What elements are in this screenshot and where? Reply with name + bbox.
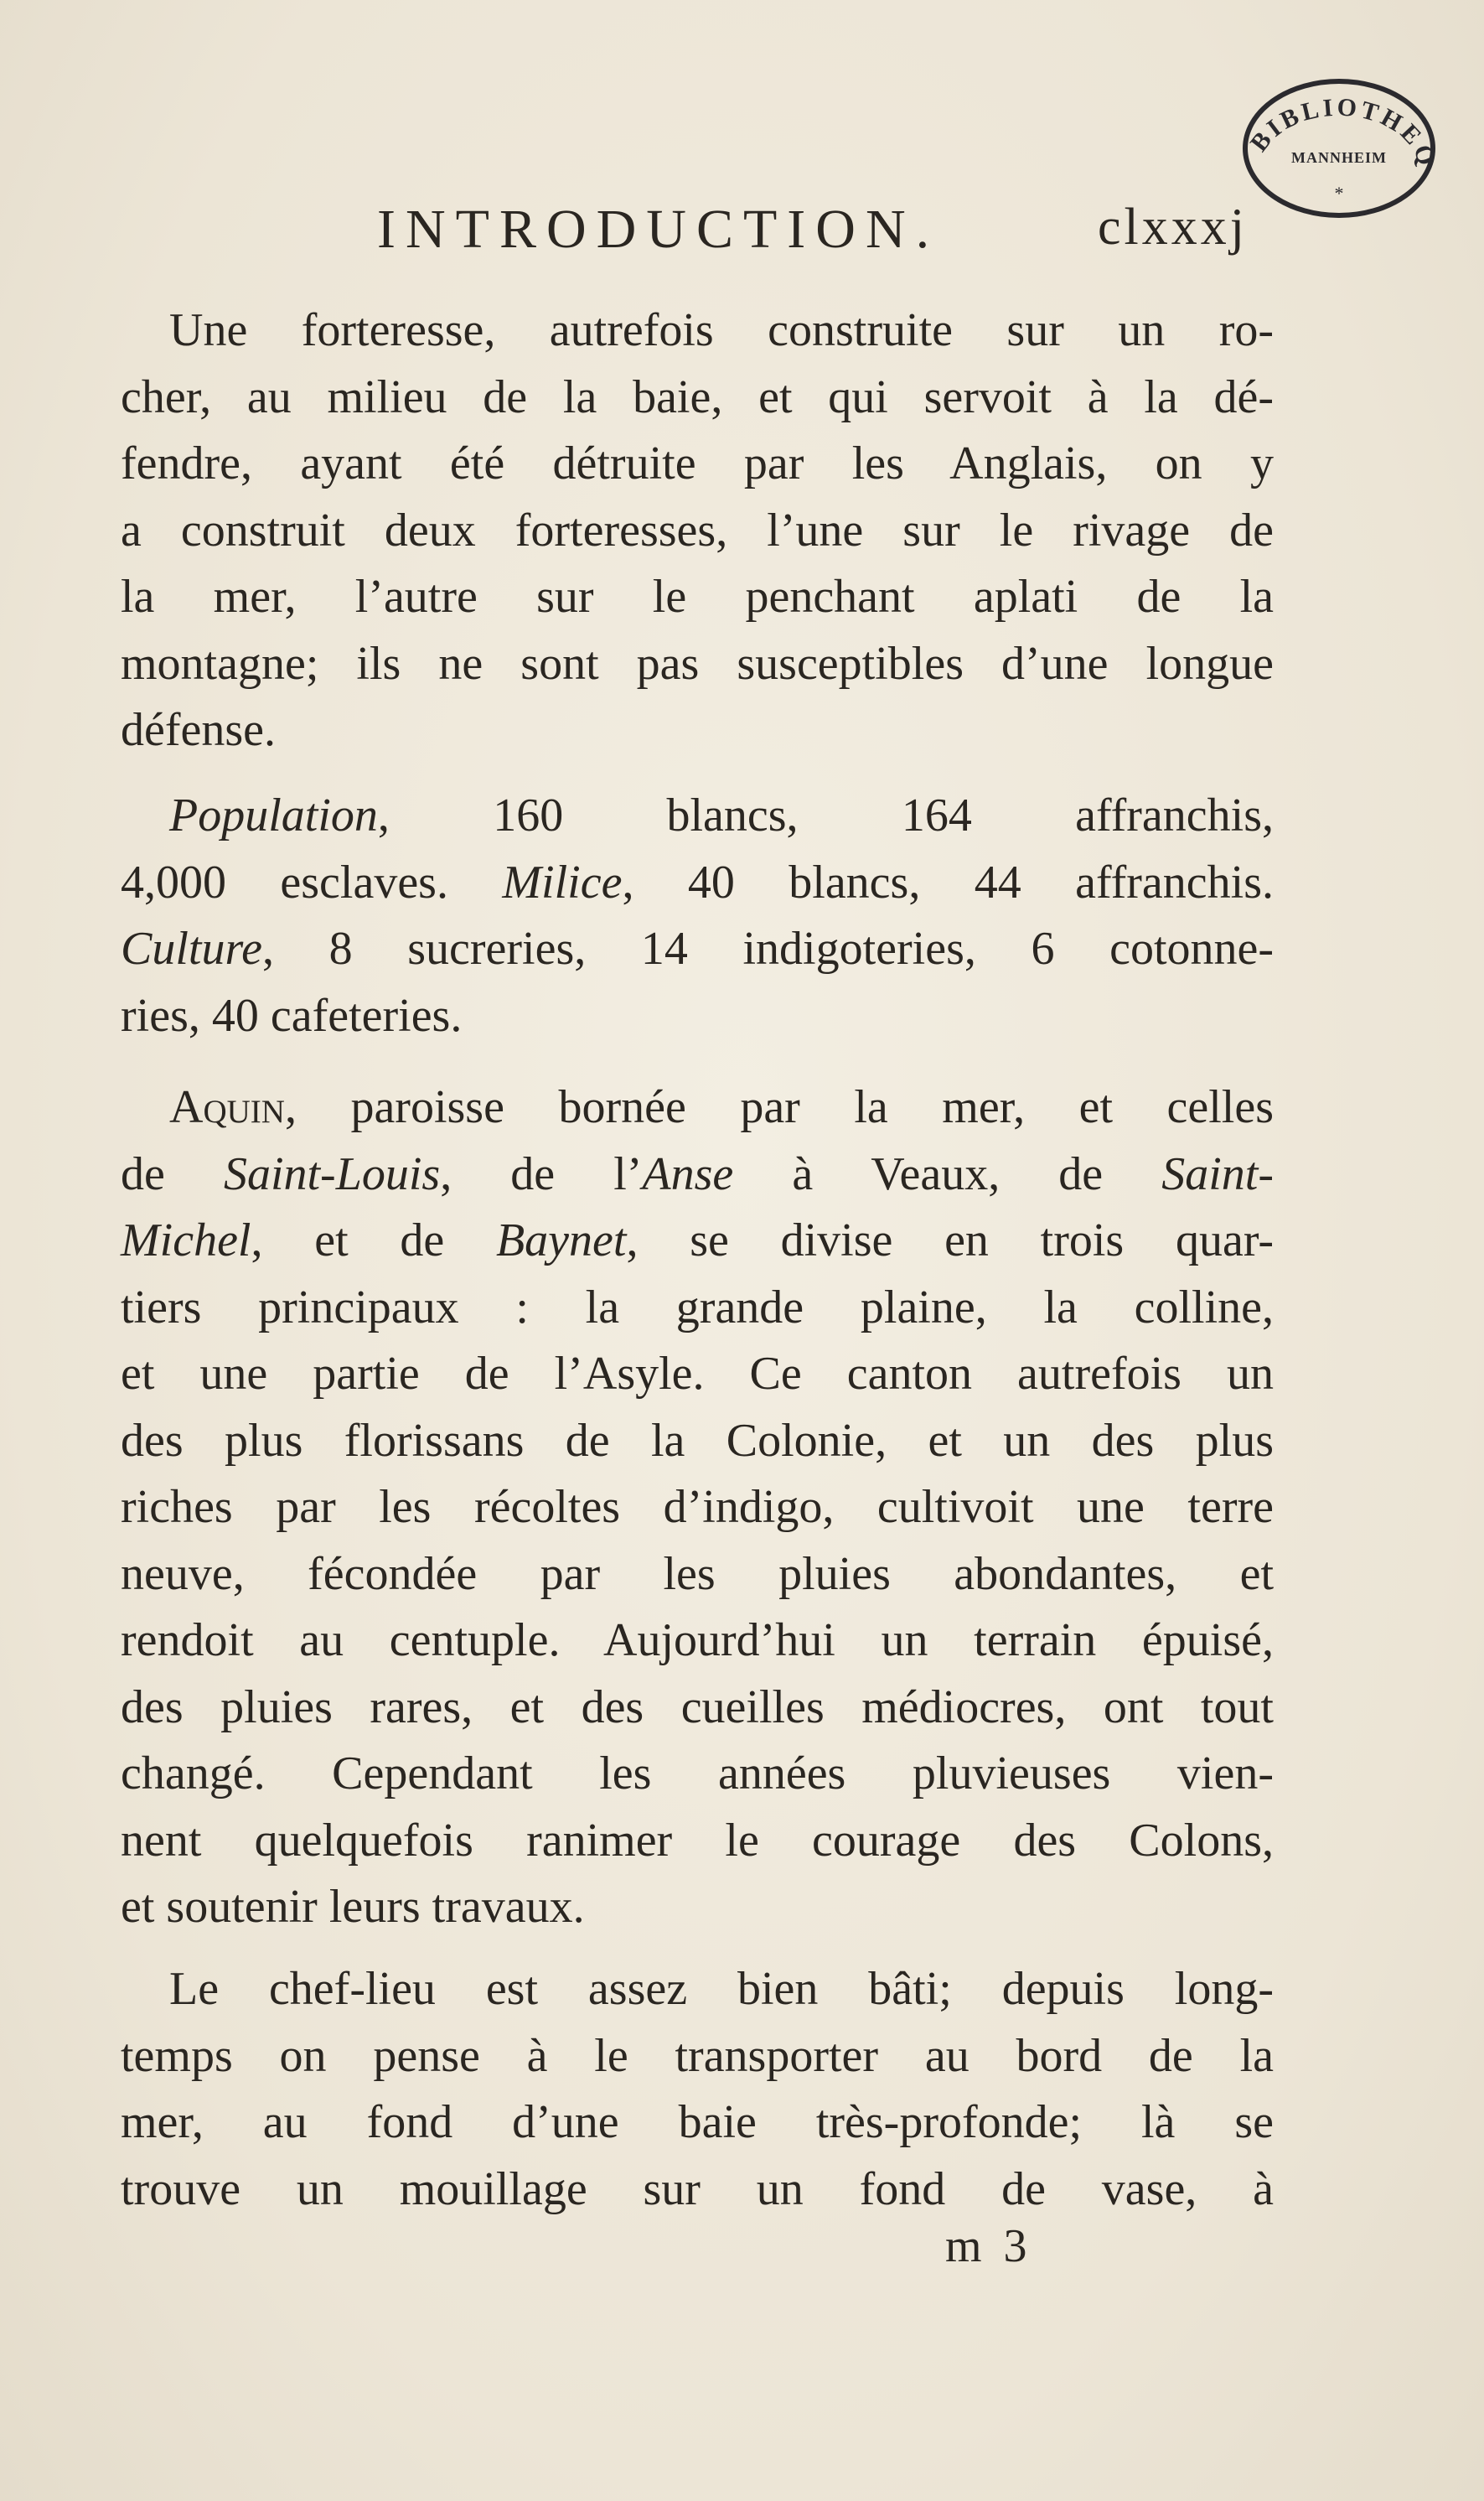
italic-term: Saint-Louis xyxy=(223,1147,441,1200)
text-line xyxy=(121,1142,1274,1209)
text-line: rendoit au centuple. Aujourd’hui un terrain épuisé, xyxy=(121,1614,1274,1666)
italic-term: Saint- xyxy=(1161,1147,1274,1200)
paragraph-2 xyxy=(121,783,1274,1049)
text-line: Le chef-lieu est assez bien bâti; depuis long- xyxy=(169,1963,1274,2015)
running-title: INTRODUCTION. xyxy=(377,199,940,260)
signature-mark: m 3 xyxy=(945,2220,1032,2272)
text-line xyxy=(121,916,1274,983)
text-line: neuve, fécondée par les pluies abondantes, et xyxy=(121,1547,1274,1600)
text-line: riches par les récoltes d’indigo, cultivoit une terre xyxy=(121,1481,1274,1533)
running-header xyxy=(0,198,1484,273)
text-run: à Veaux, de xyxy=(733,1147,1162,1200)
text-line: la mer, l’autre sur le penchant aplati de la xyxy=(121,571,1274,623)
text-run: de xyxy=(121,1147,224,1200)
page-number: clxxxj xyxy=(1098,199,1248,256)
text-line: mer, au fond d’une baie très-profonde; là se xyxy=(121,2096,1274,2148)
paragraph-1 xyxy=(121,298,1274,764)
text-line: défense. xyxy=(121,704,277,756)
text-line: et soutenir leurs travaux. xyxy=(121,1881,585,1933)
text-line: nent quelquefois ranimer le courage des Colons, xyxy=(121,1814,1274,1867)
text-line xyxy=(121,783,1274,850)
text-run: , de l’ xyxy=(440,1147,643,1200)
text-line: temps on pense à le transporter au bord de la xyxy=(121,2029,1274,2082)
text-run: 4,000 esclaves. xyxy=(121,856,503,909)
text-run: , et de xyxy=(251,1214,496,1266)
svg-text:*: * xyxy=(1334,183,1344,204)
place-name-smallcaps: Aquin xyxy=(169,1081,285,1133)
text-line xyxy=(121,1074,1274,1142)
text-line: fendre, ayant été détruite par les Anglais, on y xyxy=(121,438,1274,489)
italic-term: Culture xyxy=(121,923,263,975)
text-line: changé. Cependant les années pluvieuses vien- xyxy=(121,1748,1274,1799)
italic-term: Anse xyxy=(642,1147,734,1200)
text-run: , 8 sucreries, 14 indigoteries, 6 cotonne- xyxy=(262,923,1274,975)
text-line: des pluies rares, et des cueilles médiocres, ont tout xyxy=(121,1680,1274,1733)
text-run: , se divise en trois quar- xyxy=(626,1214,1274,1266)
text-line: des plus florissans de la Colonie, et un des plus xyxy=(121,1414,1274,1467)
text-line: montagne; ils ne sont pas susceptibles d’une longue xyxy=(121,637,1274,690)
text-run: , 40 blancs, 44 affranchis. xyxy=(622,856,1274,909)
text-line: trouve un mouillage sur un fond de vase, à xyxy=(121,2162,1274,2215)
text-line: cher, au milieu de la baie, et qui servoit à la dé- xyxy=(121,370,1274,423)
text-run: , paroisse bornée par la mer, et celles xyxy=(284,1081,1274,1133)
italic-term: Population xyxy=(169,790,378,841)
text-line: ries, 40 cafeteries. xyxy=(121,989,463,1042)
svg-text:BIBLIOTHEQUE: BIBLIOTHEQ xyxy=(1244,93,1441,173)
text-line: Une forteresse, autrefois construite sur un ro- xyxy=(169,304,1274,356)
text-run: , 160 blancs, 164 affranchis, xyxy=(377,790,1274,841)
text-line xyxy=(121,850,1274,917)
italic-term: Baynet xyxy=(495,1214,627,1266)
paragraph-4 xyxy=(121,1956,1274,2223)
text-line xyxy=(121,1208,1274,1275)
text-line: et une partie de l’Asyle. Ce canton autrefois un xyxy=(121,1348,1274,1400)
text-line: tiers principaux : la grande plaine, la colline, xyxy=(121,1281,1274,1333)
text-line: a construit deux forteresses, l’une sur le rivage de xyxy=(121,504,1274,557)
italic-term: Milice xyxy=(502,856,623,909)
italic-term: Michel xyxy=(121,1214,251,1266)
paragraph-3 xyxy=(121,1074,1274,1941)
svg-text:MANNHEIM: MANNHEIM xyxy=(1291,149,1387,166)
